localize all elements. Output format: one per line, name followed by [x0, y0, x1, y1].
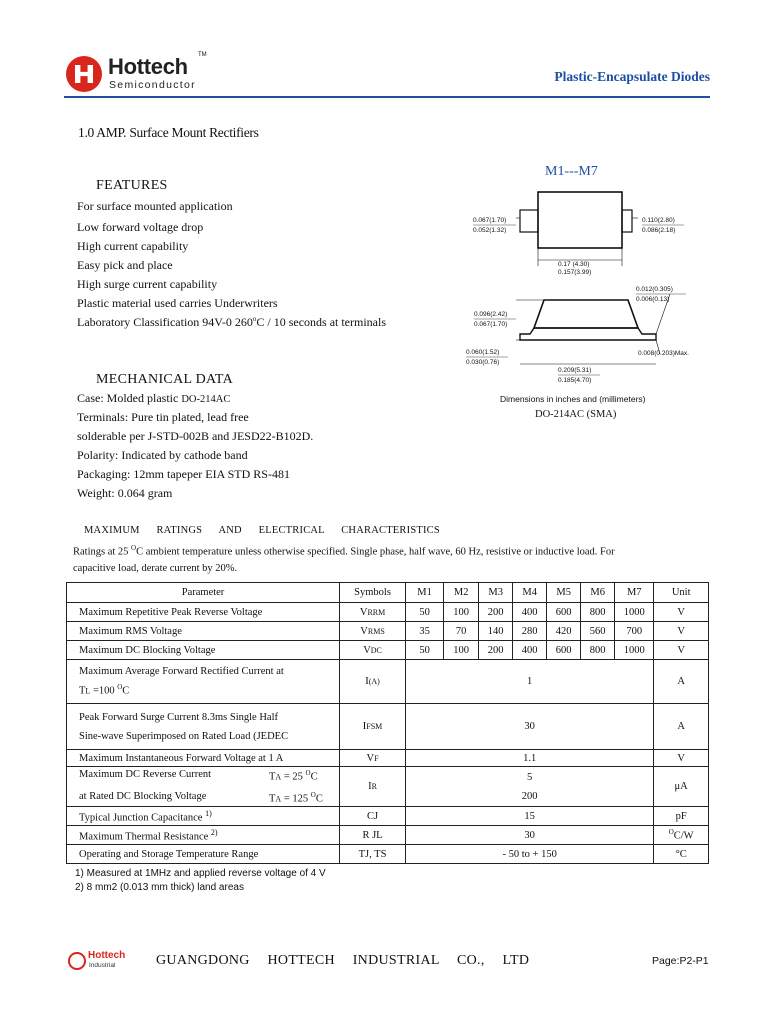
ratings-heading: MAXIMUM RATINGS AND ELECTRICAL CHARACTERISTICS — [84, 525, 440, 536]
logo-subtitle: Semiconductor — [109, 79, 196, 91]
row-value: 1.1 — [406, 750, 654, 767]
row-value: 50 — [406, 603, 444, 622]
row-value: 140 — [479, 622, 513, 641]
header-m3: M3 — [479, 583, 513, 603]
row-value: 15 — [406, 807, 654, 826]
feature-item: High surge current capability — [77, 277, 218, 291]
row-unit: A — [654, 704, 709, 750]
footer-logo-subtitle: Industrial — [89, 962, 116, 969]
row-symbol: VRRM — [340, 603, 406, 622]
header-m6: M6 — [581, 583, 615, 603]
row-unit: pF — [654, 807, 709, 826]
features-heading: FEATURES — [96, 178, 168, 193]
part-range: M1---M7 — [545, 164, 598, 179]
header-m4: M4 — [513, 583, 547, 603]
row-symbol: VRMS — [340, 622, 406, 641]
row-value: 400 — [513, 641, 547, 660]
row-value: 800 — [581, 641, 615, 660]
dim-top-length-min: 0.157(3.99) — [558, 269, 592, 276]
header-m5: M5 — [547, 583, 581, 603]
logo-trademark: TM — [198, 52, 207, 58]
row-value: 1000 — [615, 603, 654, 622]
table-row-avg-current — [67, 660, 709, 704]
row-value: 200 — [479, 603, 513, 622]
dim-side-standoff: 0.008(0.203)Max. — [638, 350, 689, 357]
row-unit: μA — [654, 767, 709, 807]
footer-logo-name: Hottech — [88, 950, 126, 961]
row-parameter: Maximum RMS Voltage — [67, 622, 340, 641]
table-row — [67, 641, 709, 660]
row-value: 30 — [406, 704, 654, 750]
mechanical-item: Packaging: 12mm tapeper EIA STD RS-481 — [77, 467, 290, 481]
package-outline-diagram — [460, 188, 720, 388]
feature-item: High current capability — [77, 239, 189, 253]
row-unit: V — [654, 641, 709, 660]
dim-side-lead-thickness: 0.012(0.305) — [636, 286, 673, 293]
row-symbol: IR — [340, 767, 406, 807]
row-symbol: CJ — [340, 807, 406, 826]
row-value: 280 — [513, 622, 547, 641]
dim-top-right: 0.110(2.80) — [642, 217, 675, 224]
dim-side-height-min: 0.067(1.70) — [474, 321, 508, 328]
row-symbol: IFSM — [340, 704, 406, 750]
side-view-body — [534, 300, 638, 328]
mechanical-item-case: Case: Molded plastic DO-214AC — [77, 391, 231, 405]
package-name: DO-214AC (SMA) — [535, 409, 617, 420]
table-row — [67, 622, 709, 641]
feature-item: Low forward voltage drop — [77, 220, 204, 234]
feature-item-lab-class: Laboratory Classification 94V-0 260$^o$C / 10 seconds at terminals — [77, 315, 387, 329]
row-value: 400 — [513, 603, 547, 622]
diagram-caption: Dimensions in inches and (millimeters) — [500, 394, 646, 404]
top-view-lead-left — [520, 210, 538, 232]
dim-side-foot-min: 0.030(0.76) — [466, 359, 500, 366]
dim-side-lead-thickness-min: 0.006(0.13) — [636, 296, 670, 303]
row-value: 100 — [444, 641, 479, 660]
header-divider — [64, 96, 710, 98]
row-parameter: Maximum Instantaneous Forward Voltage at 1 A — [67, 750, 340, 767]
footer-logo-mark-icon — [68, 952, 86, 970]
table-row-surge — [67, 704, 709, 750]
row-value: 600 — [547, 641, 581, 660]
row-value: 200 — [479, 641, 513, 660]
row-value: 700 — [615, 622, 654, 641]
dim-side-foot: 0.060(1.52) — [466, 349, 500, 356]
mechanical-item: solderable per J-STD-002B and JESD22-B102D. — [77, 429, 314, 443]
row-unit: V — [654, 750, 709, 767]
row-value: 35 — [406, 622, 444, 641]
footnote-2: 2) 8 mm2 (0.013 mm thick) land areas — [75, 882, 244, 893]
dim-top-left: 0.067(1.70) — [473, 217, 507, 224]
row-value: 30 — [406, 826, 654, 845]
header-m1: M1 — [406, 583, 444, 603]
row-unit: $^O$C/W — [654, 826, 709, 845]
page-number: Page:P2-P1 — [652, 955, 709, 967]
table-row-ir — [67, 767, 709, 807]
table-row-cj — [67, 807, 709, 826]
row-parameter: Maximum DC Blocking Voltage — [67, 641, 340, 660]
dim-top-right-min: 0.086(2.18) — [642, 227, 676, 234]
company-name: GUANGDONG HOTTECH INDUSTRIAL CO., LTD — [156, 953, 530, 968]
row-symbol: R JL — [340, 826, 406, 845]
row-value: 50 — [406, 641, 444, 660]
ratings-table — [66, 582, 709, 864]
company-logo — [66, 54, 236, 94]
row-parameter: Peak Forward Surge Current 8.3ms Single Half Sine-wave Superimposed on Rated Load (JEDEC — [67, 704, 340, 750]
top-view-body — [538, 192, 622, 248]
dim-top-left-min: 0.052(1.32) — [473, 227, 507, 234]
row-value: 1000 — [615, 641, 654, 660]
row-unit: °C — [654, 845, 709, 864]
row-value: 800 — [581, 603, 615, 622]
row-parameter: Maximum Repetitive Peak Reverse Voltage — [67, 603, 340, 622]
dim-top-length: 0.17 (4.30) — [558, 261, 590, 268]
dim-side-height: 0.096(2.42) — [474, 311, 508, 318]
row-symbol: TJ, TS — [340, 845, 406, 864]
header-parameter: Parameter — [67, 583, 340, 603]
row-value: 420 — [547, 622, 581, 641]
row-parameter: Operating and Storage Temperature Range — [67, 845, 340, 864]
header-symbols: Symbols — [340, 583, 406, 603]
row-unit: V — [654, 622, 709, 641]
dim-side-length: 0.209(5.31) — [558, 367, 592, 374]
row-parameter: Maximum DC Reverse Current TA = 25 $^O$C at Rated DC Blocking Voltage TA = 125 $^O$C — [67, 767, 340, 807]
row-value: 600 — [547, 603, 581, 622]
mechanical-item: Weight: 0.064 gram — [77, 486, 173, 500]
logo-name: Hottech — [108, 54, 188, 79]
row-value: 1 — [406, 660, 654, 704]
row-symbol: I(A) — [340, 660, 406, 704]
header-unit: Unit — [654, 583, 709, 603]
side-view-leads — [520, 328, 656, 340]
row-value: 100 — [444, 603, 479, 622]
row-parameter: Maximum Average Forward Rectified Current at TL =100 $^O$C — [67, 660, 340, 704]
row-unit: V — [654, 603, 709, 622]
logo-badge-icon — [66, 56, 102, 92]
document-title: 1.0 AMP. Surface Mount Rectifiers — [78, 125, 259, 140]
row-value: 560 — [581, 622, 615, 641]
mechanical-item: Terminals: Pure tin plated, lead free — [77, 410, 249, 424]
row-unit: A — [654, 660, 709, 704]
row-parameter: Maximum Thermal Resistance $^{2)}$ — [67, 826, 340, 845]
ratings-note-continued: capacitive load, derate current by 20%. — [73, 563, 238, 574]
feature-item: Plastic material used carries Underwriters — [77, 296, 278, 310]
feature-item: Easy pick and place — [77, 258, 173, 272]
table-row-rjl — [67, 826, 709, 845]
row-value: 70 — [444, 622, 479, 641]
footnote-1: 1) Measured at 1MHz and applied reverse voltage of 4 V — [75, 868, 326, 879]
table-row — [67, 603, 709, 622]
document-category: Plastic-Encapsulate Diodes — [554, 69, 710, 84]
table-row-vf — [67, 750, 709, 767]
feature-item: For surface mounted application — [77, 199, 233, 213]
top-view-lead-right — [622, 210, 632, 232]
header-m2: M2 — [444, 583, 479, 603]
mechanical-item: Polarity: Indicated by cathode band — [77, 448, 248, 462]
row-parameter: Typical Junction Capacitance $^{1)}$ — [67, 807, 340, 826]
row-symbol: VDC — [340, 641, 406, 660]
table-header-row — [67, 583, 709, 603]
row-value: 5 200 — [406, 767, 654, 807]
header-m7: M7 — [615, 583, 654, 603]
ratings-note: Ratings at 25 $^O$C ambient temperature unless otherwise specified. Single phase, half wave, 60 Hz, resistive or inductive load. For — [73, 544, 615, 558]
row-symbol: VF — [340, 750, 406, 767]
table-row-temp — [67, 845, 709, 864]
dim-side-length-min: 0.185(4.70) — [558, 377, 592, 384]
row-value: - 50 to + 150 — [406, 845, 654, 864]
mechanical-heading: MECHANICAL DATA — [96, 372, 234, 387]
footer-logo — [68, 950, 130, 972]
